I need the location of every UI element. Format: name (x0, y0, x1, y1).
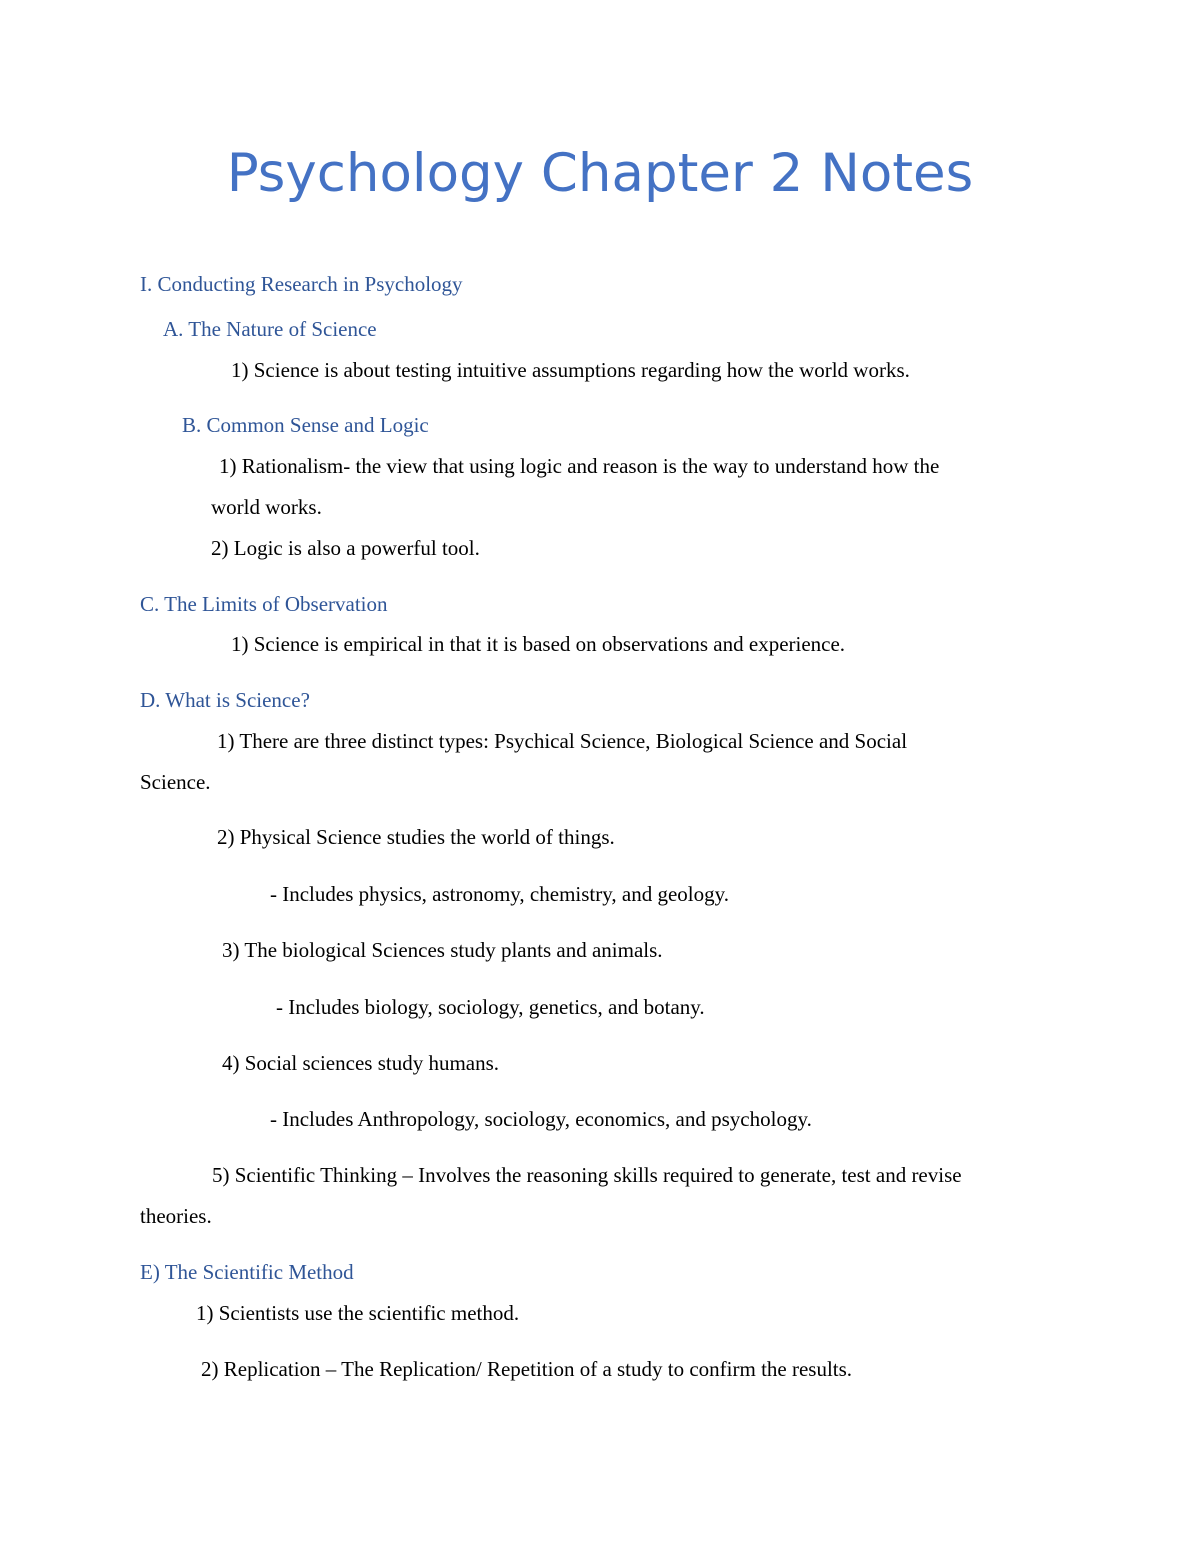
section-heading-conducting-research: I. Conducting Research in Psychology (140, 272, 463, 296)
note-line: world works. (211, 495, 322, 519)
note-line: 1) Science is empirical in that it is based on observations and experience. (231, 632, 846, 656)
note-line: 1) Rationalism- the view that using logic and reason is the way to understand how the (219, 454, 940, 478)
note-subline: - Includes physics, astronomy, chemistry, and geology. (270, 882, 729, 906)
note-line: 2) Logic is also a powerful tool. (211, 536, 480, 560)
section-heading-what-is-science: D. What is Science? (140, 688, 310, 712)
note-line: 1) Science is about testing intuitive assumptions regarding how the world works. (231, 358, 910, 382)
note-line: 2) Physical Science studies the world of things. (217, 825, 615, 849)
note-subline: - Includes biology, sociology, genetics, and botany. (276, 995, 705, 1019)
section-heading-nature-of-science: A. The Nature of Science (163, 317, 377, 341)
note-line: theories. (140, 1204, 212, 1228)
note-line: Science. (140, 770, 211, 794)
note-line: 5) Scientific Thinking – Involves the reasoning skills required to generate, test and revise (212, 1163, 962, 1187)
note-subline: - Includes Anthropology, sociology, economics, and psychology. (270, 1107, 812, 1131)
section-heading-limits-of-observation: C. The Limits of Observation (140, 592, 388, 616)
note-line: 1) Scientists use the scientific method. (196, 1301, 520, 1325)
note-line: 1) There are three distinct types: Psychical Science, Biological Science and Social (217, 729, 908, 753)
note-line: 3) The biological Sciences study plants and animals. (222, 938, 663, 962)
section-heading-scientific-method: E) The Scientific Method (140, 1260, 354, 1284)
document-title: Psychology Chapter 2 Notes (226, 143, 974, 204)
note-line: 4) Social sciences study humans. (222, 1051, 500, 1075)
section-heading-common-sense-logic: B. Common Sense and Logic (182, 413, 429, 437)
note-line: 2) Replication – The Replication/ Repetition of a study to confirm the results. (201, 1357, 853, 1381)
